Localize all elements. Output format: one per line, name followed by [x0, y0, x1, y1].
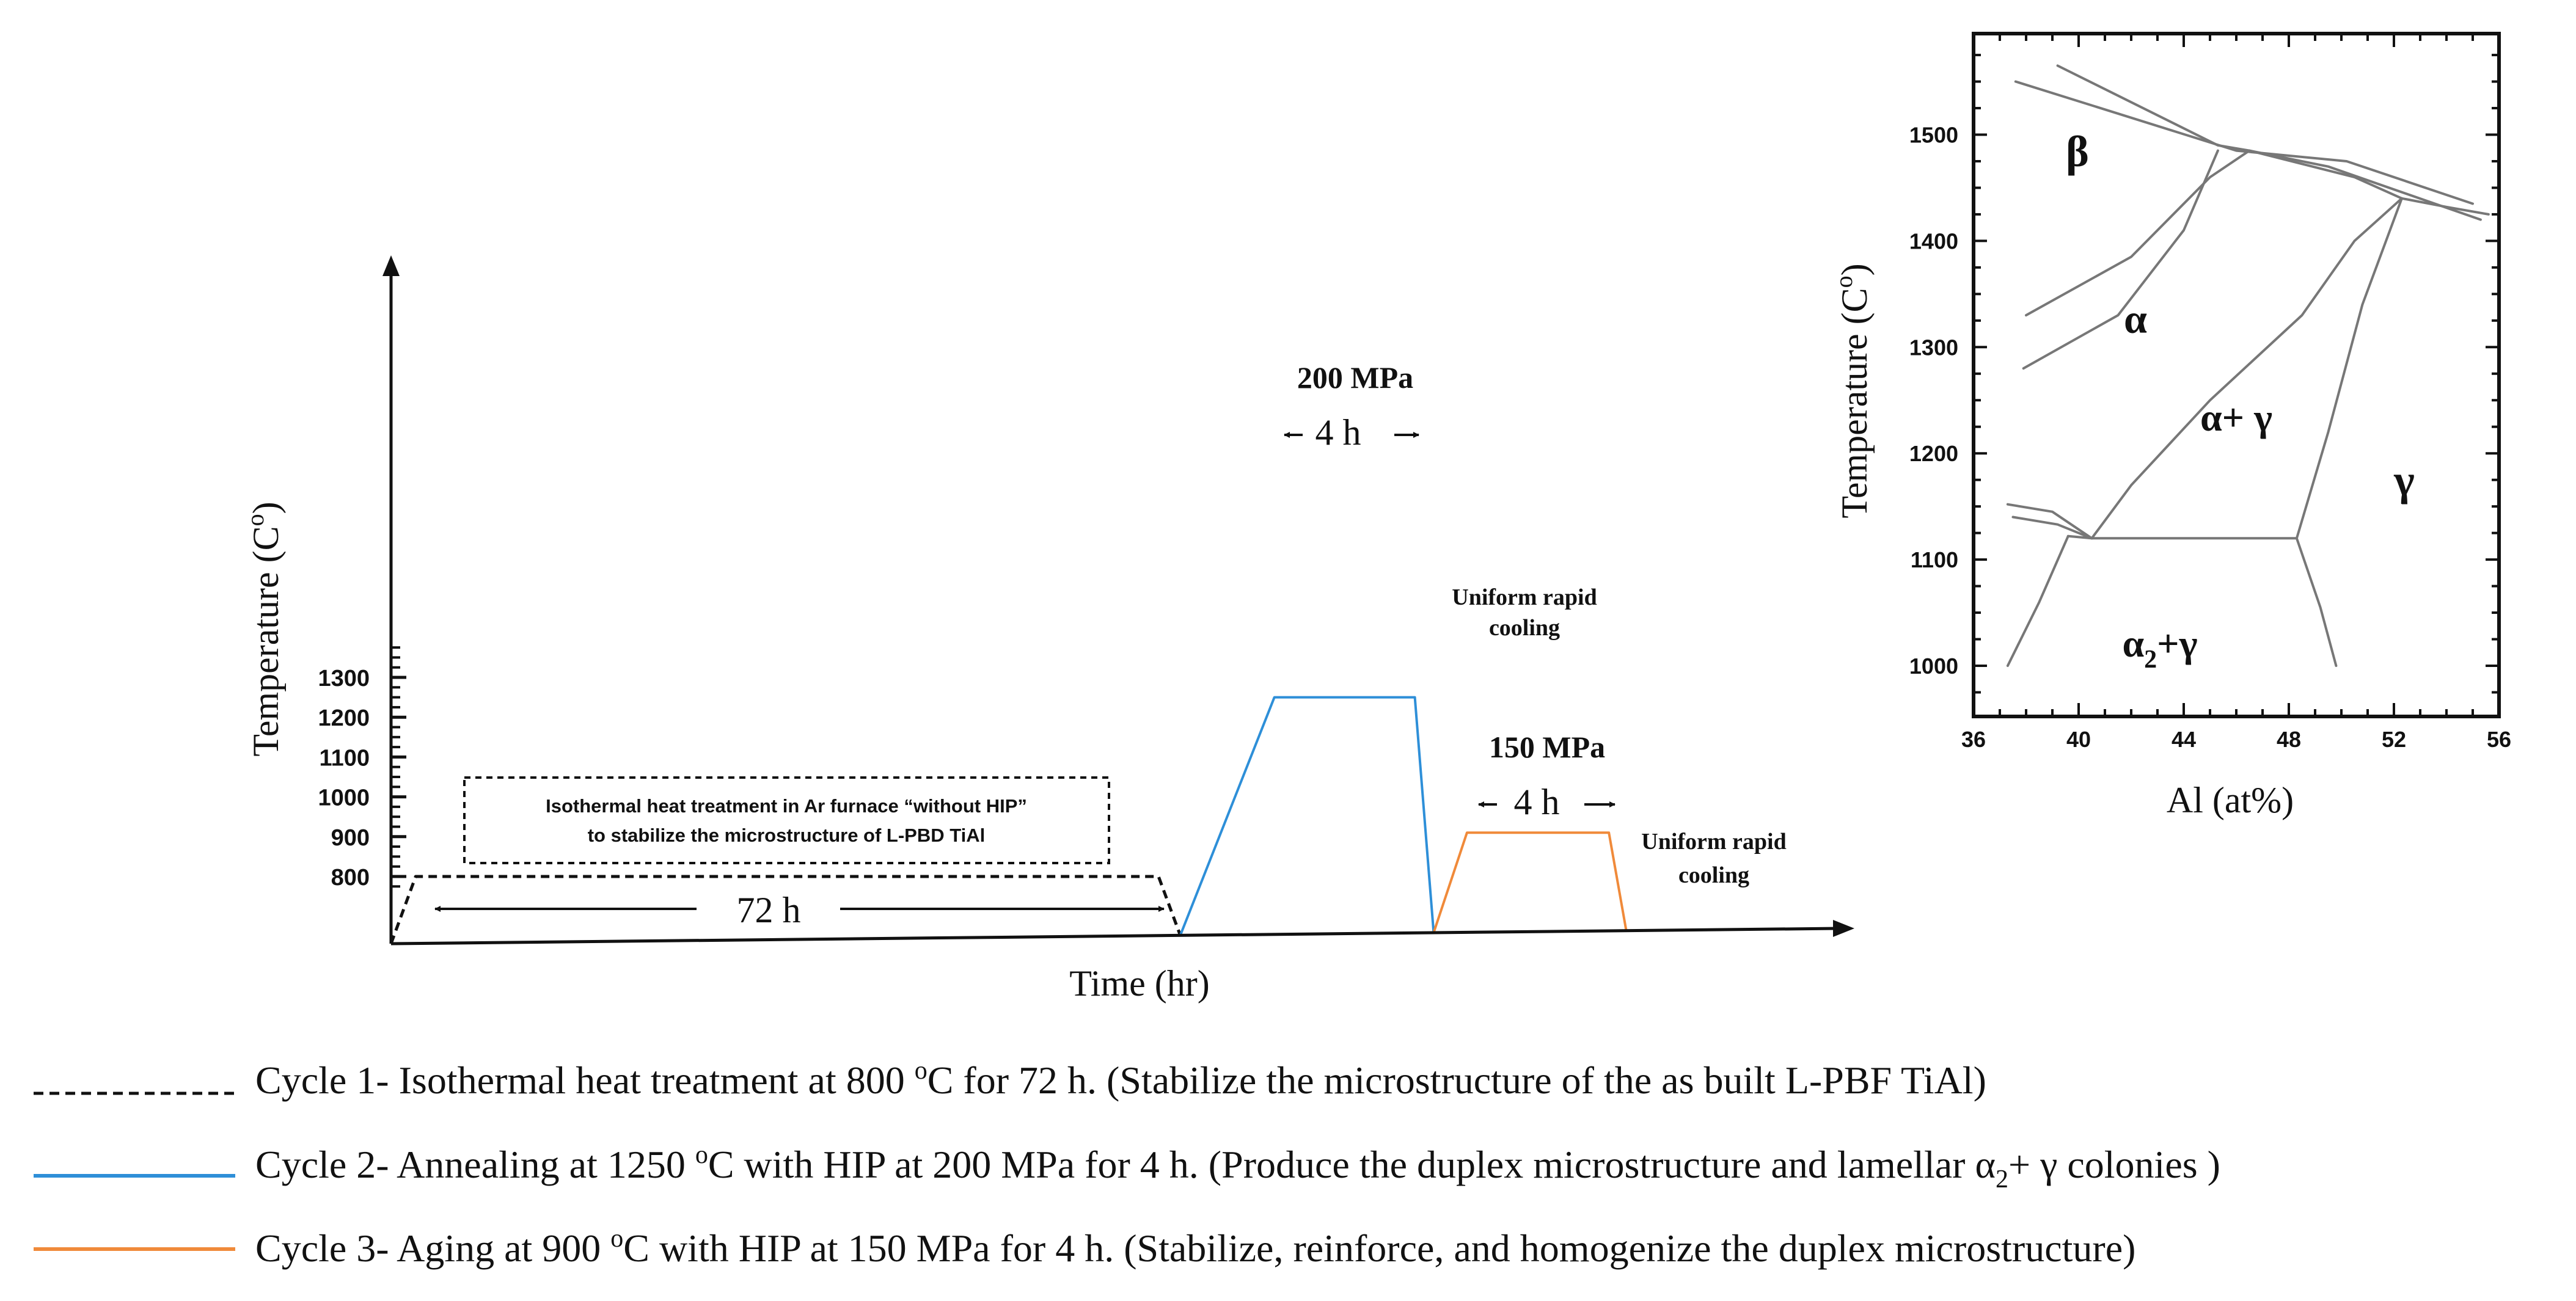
pd-x-tick-label: 40: [2066, 727, 2091, 752]
ht-y-tick-label: 1100: [319, 745, 370, 771]
pd-y-tick-label: 1100: [1910, 547, 1958, 573]
pd-x-tick-label: 56: [2486, 727, 2512, 752]
annotation-box-line1: Isothermal heat treatment in Ar furnace “without HIP”: [546, 795, 1027, 817]
phase-boundary-line: [2058, 66, 2481, 220]
annotation-box-line2: to stabilize the microstructure of L-PBD TiAl: [587, 825, 986, 846]
pd-y-tick-label: 1000: [1909, 654, 1958, 679]
region-label-beta: β: [2066, 127, 2089, 176]
ht-tick-group: [318, 647, 406, 891]
legend-text-cycle3: Cycle 3- Aging at 900 $^o$C with HIP at 150 MPa for 4 h. (Stabilize, reinforce, and homogenize the duplex microstructure): [255, 1225, 2136, 1270]
pd-y-tick-label: 1200: [1909, 441, 1958, 467]
cooling-1-label-line2: cooling: [1488, 615, 1561, 641]
phase-boundary-line: [2008, 536, 2068, 666]
ht-y-tick-label: 1000: [318, 785, 370, 811]
cooling-2-label-line2: cooling: [1678, 862, 1750, 888]
ht-x-axis-label: Time (hr): [1069, 963, 1210, 1004]
annotation-box: [464, 778, 1109, 863]
ht-series-group: [391, 698, 1626, 944]
ht-x-axis-arrow: [1833, 920, 1854, 937]
pd-x-tick-label: 52: [2381, 727, 2407, 752]
pd-x-tick-label: 48: [2276, 727, 2302, 752]
region-label-gamma: γ: [2394, 456, 2415, 505]
pd-y-tick-label: 1500: [1909, 122, 1958, 148]
pd-y-tick-label: 1300: [1909, 335, 1958, 360]
region-label-alpha: α: [2124, 296, 2147, 342]
duration-72-label: 72 h: [736, 890, 801, 930]
legend: [34, 1057, 2220, 1270]
phase-boundary-line: [2024, 151, 2218, 368]
heat-treatment-chart: [241, 255, 1854, 1004]
series-cycle3: [1433, 833, 1626, 933]
phase-boundary-line: [2297, 538, 2336, 666]
duration-4b-label: 4 h: [1513, 782, 1560, 822]
series-cycle2: [1180, 698, 1434, 936]
duration-4a-label: 4 h: [1315, 412, 1361, 453]
ht-y-axis-label: Temperature $(C^o)$: [241, 501, 286, 757]
pressure-150-label: 150 MPa: [1488, 730, 1606, 764]
ht-y-tick-label: 1300: [318, 666, 370, 691]
region-label-alpha2-gamma: $\alpha_2+\gamma$: [2122, 622, 2198, 674]
ht-y-tick-label: 800: [331, 865, 370, 891]
cooling-1-label-line1: Uniform rapid: [1452, 585, 1597, 610]
phase-diagram: [1830, 34, 2511, 820]
ht-y-tick-label: 1200: [318, 705, 370, 732]
pd-x-axis-label: Al (at%): [2166, 780, 2294, 820]
phase-boundary-line: [2013, 517, 2092, 539]
pd-x-tick-label: 36: [1961, 727, 1986, 752]
phase-boundary-line: [2250, 151, 2489, 214]
cooling-2-label-line1: Uniform rapid: [1641, 829, 1787, 855]
legend-text-cycle1: Cycle 1- Isothermal heat treatment at 800 $^o$C for 72 h. (Stabilize the microstructure of the as built L-PBF TiAl): [255, 1057, 1986, 1102]
pd-x-tick-label: 44: [2171, 727, 2197, 752]
ht-y-axis-arrow: [382, 255, 400, 276]
region-label-alpha-gamma: α+ γ: [2200, 396, 2273, 439]
pd-y-axis-label: Temperature $(C^o)$: [1830, 263, 1875, 519]
legend-text-cycle2: Cycle 2- Annealing at 1250 $^o$C with HIP at 200 MPa for 4 h. (Produce the duplex microstructure and lamellar $\alpha_2+ \gamma$ colonies ): [255, 1141, 2220, 1193]
ht-x-axis: [391, 928, 1839, 944]
pd-y-tick-label: 1400: [1909, 228, 1958, 254]
ht-y-tick-label: 900: [331, 825, 370, 851]
phase-boundary-line: [2068, 536, 2297, 539]
pressure-200-label: 200 MPa: [1297, 360, 1414, 395]
